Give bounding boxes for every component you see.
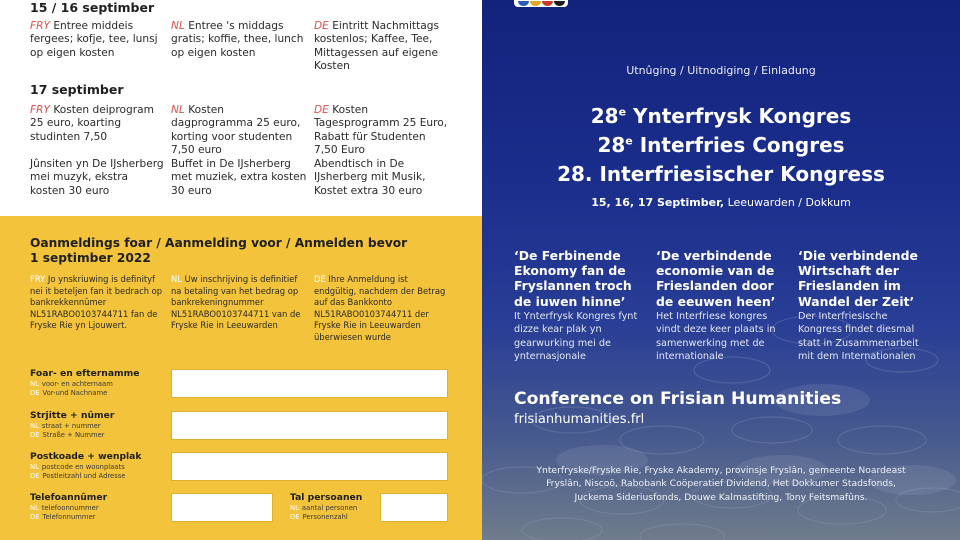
theme-nl-title: ‘De verbindende economie van de Frieslanden door de eeuwen heen’	[656, 248, 776, 309]
event-place: Leeuwarden / Dokkum	[727, 196, 851, 209]
name-sublabel: NL voor- en achternaam DE Vor-und Nachname	[30, 380, 113, 397]
phone-nl: telefoonnummer	[41, 504, 99, 512]
postcode-field[interactable]	[171, 452, 448, 481]
day2-de-text	[314, 104, 450, 158]
de-tag: DE	[314, 274, 326, 284]
theme-fry-title: ‘De Ferbinende Ekonomy fan de Fryslannen troch de iuwen hinne’	[514, 248, 632, 309]
registration-de-body: Ihre Anmeldung ist endgültig, nachdem der Betrag auf das Bankkonto NL51RABO0103744711 der Fryske Rie in Leeuwarden überwiesen wurde	[314, 274, 446, 342]
de-tag: DE	[314, 104, 329, 116]
fry-tag: FRY	[30, 104, 50, 116]
conference-name: Conference on Frisian Humanities	[514, 389, 842, 409]
schedule-panel	[0, 0, 482, 216]
title-nl-sup: e	[625, 134, 633, 148]
nl-tag: NL	[171, 20, 185, 32]
day1-nl-body: Entree 's middags gratis; koffie, thee, lunch op eigen kosten	[171, 20, 304, 59]
name-field[interactable]	[171, 369, 448, 398]
event-dates	[482, 196, 960, 209]
street-field[interactable]	[171, 411, 448, 440]
theme-fry	[514, 248, 650, 363]
title-fry	[482, 104, 960, 128]
theme-de-body: Der Interfriesische Kongress findet diesmal statt in Zusammenarbeit mit dem Internationalen	[798, 310, 919, 363]
day1-heading: 15 / 16 septimber	[30, 0, 155, 15]
persons-field[interactable]	[380, 493, 448, 522]
postcode-nl: postcode en woonplaats	[41, 463, 125, 471]
title-nl-number: 28	[597, 133, 626, 157]
postcode-sublabel: NL postcode en woonplaats DE Postleitzahl und Adresse	[30, 463, 126, 480]
event-dates-bold: 15, 16, 17 Septimber,	[591, 196, 725, 209]
title-fry-text: Ynterfrysk Kongres	[626, 104, 852, 128]
registration-heading: Oanmeldings foar / Aanmelding voor / Anmelden bevor	[30, 236, 408, 250]
day2-fry-text	[30, 104, 166, 144]
name-de: Vor-und Nachname	[42, 389, 108, 397]
nl-tag: NL	[171, 104, 185, 116]
title-nl-text: Interfries Congres	[632, 133, 845, 157]
nl-tag: NL	[171, 274, 182, 284]
de-tag: DE	[314, 20, 329, 32]
theme-de-title: ‘Die verbindende Wirtschaft der Frieslanden im Wandel der Zeit’	[798, 248, 918, 309]
persons-sublabel: NL aantal personen DE Personenzahl	[290, 504, 358, 521]
registration-title	[30, 236, 450, 266]
invitation-label: Utnûging / Uitnodiging / Einladung	[626, 64, 816, 77]
day2-fry-dinner: Jûnsiten yn De IJsherberg mei muzyk, ekstra kosten 30 euro	[30, 158, 164, 197]
theme-nl-body: Het Interfriese kongres vindt deze keer plaats in samenwerking met de internationale	[656, 310, 776, 363]
day2-fry-body: Kosten deiprogram 25 euro, koarting studinten 7,50	[30, 104, 154, 143]
persons-de: Personenzahl	[302, 513, 348, 521]
sponsors-text: Ynterfryske/Fryske Rie, Fryske Akademy, provinsje Fryslân, gemeente Noardeast Fryslân, Niscoö, Rabobank Coöperatief Dividend, Het Dokkumer Stadsfonds, Juckema Sideriusfonds, Douwe Kalmastifting, Tony Feitsmafûns.	[536, 465, 906, 503]
day1-fry-body: Entree middeis fergees; kofje, tee, lunsj op eigen kosten	[30, 20, 158, 59]
fry-tag: FRY	[30, 274, 46, 284]
postcode-de: Postleitzahl und Adresse	[42, 472, 126, 480]
day1-nl-text	[171, 20, 307, 60]
registration-nl-text	[171, 274, 307, 332]
street-nl: straat + nummer	[41, 422, 101, 430]
title-fry-number: 28	[590, 104, 619, 128]
postcode-label: Postkoade + wenplak	[30, 451, 142, 462]
registration-de-text	[314, 274, 450, 343]
street-label: Strjitte + nûmer	[30, 410, 115, 421]
day2-heading: 17 septimber	[30, 82, 124, 97]
street-sublabel: NL straat + nummer DE Straße + Nummer	[30, 422, 105, 439]
theme-nl	[656, 248, 792, 363]
phone-label: Telefoannûmer	[30, 492, 108, 503]
persons-nl: aantal personen	[301, 504, 358, 512]
name-label: Foar- en efternamme	[30, 368, 140, 379]
day2-nl-dinner: Buffet in De IJsherberg met muziek, extra kosten 30 euro	[171, 158, 307, 197]
fry-tag: FRY	[30, 20, 50, 32]
title-de: 28. Interfriesischer Kongress	[557, 162, 885, 186]
conference-url[interactable]: frisianhumanities.frl	[514, 412, 645, 427]
day2-nl-text	[171, 104, 307, 158]
street-de: Straße + Nummer	[42, 431, 105, 439]
registration-fry-body: Jo ynskriuwing is definityf nei it beteljen fan it bedrach op bankrekkennûmer NL51RABO0103744711 fan de Fryske Rie yn Ljouwert.	[30, 274, 163, 330]
name-nl: voor- en achternaam	[41, 380, 113, 388]
registration-fry-text	[30, 274, 166, 332]
title-fry-sup: e	[618, 105, 627, 119]
day1-de-text	[314, 20, 450, 74]
day2-de-dinner: Abendtisch in De IJsherberg mit Musik, Kostet extra 30 euro	[314, 158, 426, 197]
theme-fry-body: It Ynterfrysk Kongres fynt dizze kear plak yn gearwurking mei de ynternasjonale	[514, 310, 638, 363]
day2-de-body: Kosten Tagesprogramm 25 Euro, Rabatt für Studenten 7,50 Euro	[314, 104, 448, 157]
event-panel	[482, 0, 960, 540]
day1-de-body: Eintritt Nachmittags kostenlos; Kaffee, Tee, Mittagessen auf eigene Kosten	[314, 20, 439, 73]
registration-deadline: 1 septimber 2022	[30, 251, 151, 265]
registration-panel	[0, 216, 482, 540]
day2-nl-body: Kosten dagprogramma 25 euro, korting voor studenten 7,50 euro	[171, 104, 301, 157]
theme-de	[798, 248, 934, 363]
phone-de: Telefonnummer	[42, 513, 96, 521]
title-nl	[482, 133, 960, 157]
registration-nl-body: Uw inschrijving is definitief na betaling van het bedrag op bankrekeningnummer NL51RABO0103744711 van de Fryske Rie in Leeuwarden	[171, 274, 301, 330]
phone-sublabel: NL telefoonnummer DE Telefonnummer	[30, 504, 99, 521]
persons-label: Tal persoanen	[290, 492, 363, 503]
logo	[514, 0, 568, 7]
day1-fry-text	[30, 20, 166, 60]
phone-field[interactable]	[171, 493, 273, 522]
